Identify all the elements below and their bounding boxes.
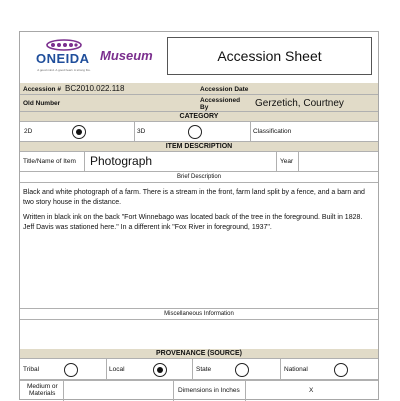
category-3d-label: 3D	[137, 128, 146, 135]
sheet-title: Accession Sheet	[167, 37, 372, 75]
dimensions-separator: X	[309, 387, 314, 394]
title-row	[20, 152, 378, 172]
category-2d-label: 2D	[24, 128, 33, 135]
sheet-header	[20, 32, 378, 84]
provenance-heading: PROVENANCE (SOURCE)	[20, 349, 378, 359]
old-number-row	[20, 95, 378, 112]
brief-description-paragraph-2: Written in black ink on the back "Fort Winnebago was located back of the tree in the foreground. Built in 1828. Jeff Davis was stationed here." In a different ink "Fox River in foreground, 1937".	[23, 214, 363, 231]
provenance-national-radio[interactable]	[334, 363, 348, 377]
logo-wordmark: ONEIDA	[36, 51, 90, 66]
brief-description-area[interactable]	[20, 183, 378, 309]
brief-description-label: Brief Description	[20, 172, 378, 183]
accessioned-by-label-2: By	[200, 104, 209, 111]
museum-label: Museum	[100, 48, 153, 63]
provenance-tribal-label: Tribal	[23, 366, 40, 373]
brief-description-paragraph-1: Black and white photograph of a farm. There is a stream in the front, farm land split by a fence, and a barn and two story house in the distance.	[23, 189, 365, 206]
accession-sheet	[19, 31, 379, 400]
accessioned-by-value[interactable]: Gerzetich, Courtney	[255, 98, 344, 109]
title-name-value[interactable]: Photograph	[90, 154, 153, 168]
medium-dimensions-row	[20, 381, 378, 401]
category-heading: CATEGORY	[20, 112, 378, 122]
medium-label-2: Materials	[29, 390, 56, 397]
accession-number-label: Accession #	[23, 86, 61, 93]
dimensions-label: Dimensions in Inches	[178, 387, 240, 394]
accession-number-row	[20, 83, 378, 95]
accession-number-value[interactable]: BC2010.022.118	[65, 84, 125, 93]
misc-info-label: Miscellaneous Information	[20, 309, 378, 320]
accession-date-label: Accession Date	[200, 86, 249, 93]
provenance-tribal-radio[interactable]	[64, 363, 78, 377]
provenance-state-radio[interactable]	[235, 363, 249, 377]
provenance-row	[20, 359, 378, 381]
logo-tagline: A good mind. A good heart. A strong fire.	[37, 68, 91, 72]
provenance-local-radio[interactable]	[153, 363, 167, 377]
item-description-heading: ITEM DESCRIPTION	[20, 142, 378, 152]
provenance-state-label: State	[196, 366, 212, 373]
classification-label: Classification	[253, 128, 292, 135]
category-2d-radio[interactable]	[72, 125, 86, 139]
medium-label-1: Medium or	[27, 383, 58, 390]
category-3d-radio[interactable]	[188, 125, 202, 139]
accessioned-by-label-1: Accessioned	[200, 97, 241, 104]
provenance-national-label: National	[284, 366, 308, 373]
year-label: Year	[280, 158, 294, 165]
oneida-logo	[28, 38, 100, 78]
category-row	[20, 122, 378, 142]
old-number-label: Old Number	[23, 100, 61, 107]
title-name-label: Title/Name of Item	[23, 158, 76, 165]
provenance-local-label: Local	[109, 366, 125, 373]
